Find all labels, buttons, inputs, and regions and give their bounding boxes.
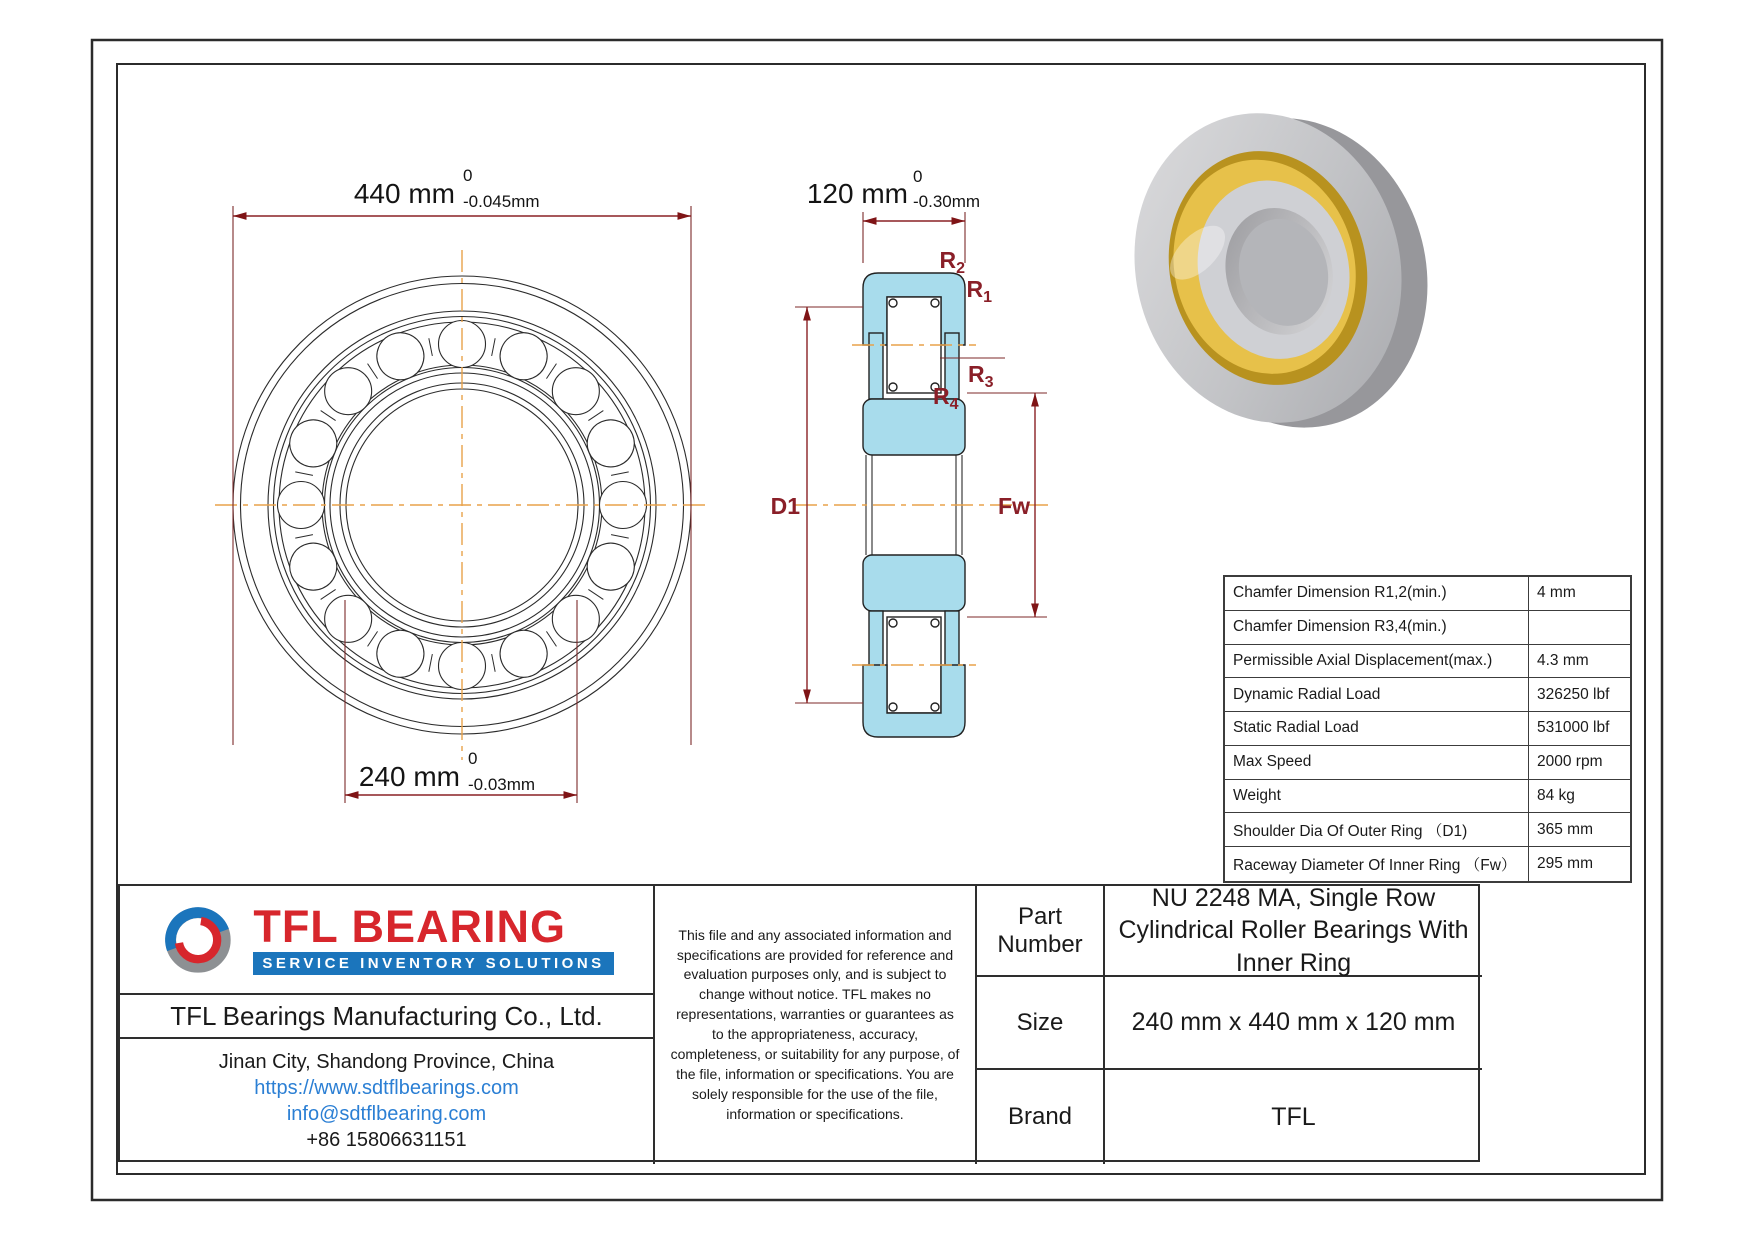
dim-outer-value: 440 mm (353, 178, 455, 209)
dim-width-tol-lower: -0.30mm (913, 192, 981, 211)
dimension-bore-diameter (345, 600, 577, 803)
spec-label: Raceway Diameter Of Inner Ring （Fw） (1225, 847, 1529, 881)
spec-label: Static Radial Load (1225, 712, 1529, 746)
label-r2: $R_2$ (939, 247, 965, 277)
label-fw: Fw (998, 493, 1030, 519)
label-d1: D1 (770, 493, 800, 519)
spec-label: Shoulder Dia Of Outer Ring （D1) (1225, 813, 1529, 847)
label-r4: $R_4$ (933, 383, 959, 413)
field-label-size: Size (977, 977, 1105, 1070)
company-address: Jinan City, Shandong Province, China (218, 1051, 555, 1073)
company-name: TFL Bearings Manufacturing Co., Ltd. (120, 995, 655, 1039)
dim-outer-tol-lower: -0.045mm (463, 192, 540, 211)
spec-value: 295 mm (1537, 855, 1593, 873)
dim-outer-tol-upper: 0 (463, 166, 473, 185)
spec-value: 365 mm (1529, 813, 1630, 847)
field-value-part-number: NU 2248 MA, Single Row Cylindrical Roller Bearings With Inner Ring (1105, 886, 1482, 977)
disclaimer-text: This file and any associated information and specifications are provided for reference and evaluation purposes only, and is subject to change without notice. TFL makes no representations, warranties or guarantees as to the appropriateness, accuracy, completeness, or suitability for any purpose, of the file, information or specifications. You are solely responsible for the use of the file, information or specifications. (655, 886, 977, 1164)
label-r1: $R_1$ (966, 276, 992, 306)
front-view (215, 250, 710, 760)
spec-value: 84 kg (1529, 780, 1630, 814)
spec-label: Max Speed (1225, 746, 1529, 780)
company-contact-cell (120, 1039, 655, 1164)
logo-title: TFL BEARING (253, 901, 566, 952)
dim-bore-tol-upper: 0 (468, 749, 478, 768)
bearing-3d-render (1102, 79, 1460, 462)
spec-label: Permissible Axial Displacement(max.) (1225, 645, 1529, 679)
title-block (118, 884, 1480, 1162)
spec-value: 4 mm (1529, 577, 1630, 611)
spec-value: 326250 lbf (1529, 678, 1630, 712)
tfl-logo-icon (159, 901, 237, 979)
dim-bore-value: 240 mm (358, 761, 460, 792)
company-website-link[interactable]: https://www.sdtflbearings.com (254, 1077, 519, 1099)
field-label-part-number: Part Number (977, 886, 1105, 977)
company-email-link[interactable]: info@sdtflbearing.com (286, 1103, 487, 1125)
dim-width-value: 120 mm (806, 178, 908, 209)
spec-label: Chamfer Dimension R3,4(min.) (1225, 611, 1529, 645)
spec-table (1223, 575, 1632, 883)
spec-label: Weight (1225, 780, 1529, 814)
field-value-size: 240 mm x 440 mm x 120 mm (1105, 977, 1482, 1070)
spec-value: 4.3 mm (1529, 645, 1630, 679)
logo-cell (120, 886, 655, 995)
spec-value (1529, 611, 1630, 645)
company-phone: +86 15806631151 (306, 1129, 467, 1151)
dim-bore-tol-lower: -0.03mm (468, 775, 536, 794)
label-r3: $R_3$ (968, 361, 994, 391)
spec-label: Dynamic Radial Load (1225, 678, 1529, 712)
spec-value: 531000 lbf (1529, 712, 1630, 746)
logo-subtitle: SERVICE INVENTORY SOLUTIONS (253, 952, 613, 975)
field-value-brand: TFL (1271, 1102, 1316, 1131)
spec-value: 2000 rpm (1529, 746, 1630, 780)
field-label-brand: Brand (977, 1070, 1105, 1164)
spec-label: Chamfer Dimension R1,2(min.) (1225, 577, 1529, 611)
dim-width-tol-upper: 0 (913, 167, 923, 186)
